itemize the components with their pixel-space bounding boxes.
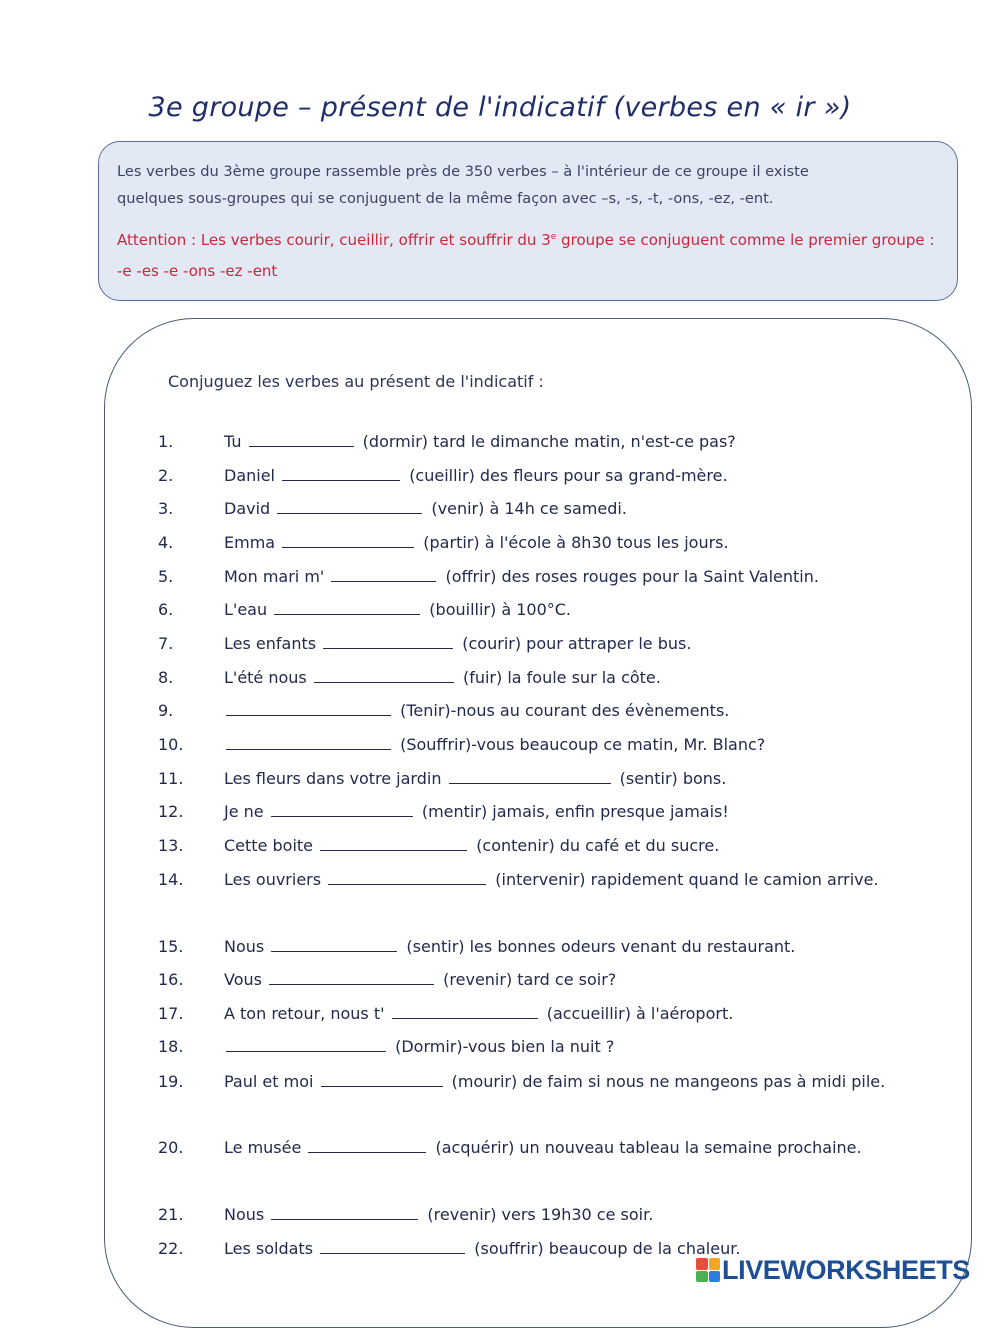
page-title: 3e groupe – présent de l'indicatif (verbes en « ir ») [148,92,852,123]
answer-blank[interactable] [271,933,397,952]
question-number: 12. [158,802,184,821]
answer-blank[interactable] [320,1235,465,1254]
exercise-instruction: Conjuguez les verbes au présent de l'indicatif : [168,372,544,391]
question-number: 20. [158,1138,184,1157]
answer-blank[interactable] [226,697,391,716]
question-text [224,762,914,796]
answer-blank[interactable] [271,798,413,817]
question-prefix: Vous [224,970,262,989]
question-prefix: Daniel [224,466,275,485]
answer-blank[interactable] [308,1134,426,1153]
question-text [224,930,914,964]
info-line-2: quelques sous-groupes qui se conjuguent de la même façon avec –s, -s, -t, -ons, -ez, -ent. [117,190,774,207]
question-text [224,728,914,762]
answer-blank[interactable] [277,495,422,514]
answer-blank[interactable] [274,596,420,615]
question-text [224,829,914,863]
question-prefix: Les soldats [224,1239,314,1258]
question-text [224,1030,914,1064]
question-text [224,795,914,829]
question-number: 14. [158,870,184,889]
question-prefix: Cette boite [224,836,313,855]
answer-blank[interactable] [392,1000,538,1019]
question-prefix: Les ouvriers [224,870,322,889]
question-suffix: (revenir) vers 19h30 ce soir. [427,1205,654,1224]
question-suffix: (venir) à 14h ce samedi. [431,499,627,518]
question-number: 10. [158,735,184,754]
question-text [224,997,914,1031]
question-text [224,1198,914,1232]
question-prefix: L'été nous [224,668,307,687]
question-text [224,863,914,897]
attention-sup: e [550,232,557,242]
question-number: 21. [158,1205,184,1224]
question-number: 8. [158,668,174,687]
question-prefix: Mon mari m' [224,567,325,586]
question-prefix: A ton retour, nous t' [224,1004,385,1023]
logo-text: LIVEWORKSHEETS [722,1254,970,1285]
question-text [224,963,914,997]
answer-blank[interactable] [449,765,611,784]
question-number: 13. [158,836,184,855]
question-number: 6. [158,600,174,619]
question-text [224,661,914,695]
question-number: 2. [158,466,174,485]
answer-blank[interactable] [249,428,354,447]
question-suffix: (mourir) de faim si nous ne mangeons pas à midi pile. [451,1072,886,1091]
answer-blank[interactable] [314,664,454,683]
question-prefix: Emma [224,533,276,552]
question-prefix: Nous [224,1205,265,1224]
answer-blank[interactable] [282,462,400,481]
question-suffix: (sentir) bons. [619,769,727,788]
question-number: 11. [158,769,184,788]
attention-pre: Attention : Les verbes courir, cueillir, offrir et souffrir du 3 [117,231,551,249]
question-text [224,1131,914,1165]
question-prefix: David [224,499,271,518]
question-prefix: Tu [224,432,242,451]
answer-blank[interactable] [271,1201,418,1220]
question-prefix: Les fleurs dans votre jardin [224,769,442,788]
attention-post: groupe se conjuguent comme le premier groupe : -e -es -e -ons -ez -ent [117,231,935,280]
question-suffix: (souffrir) beaucoup de la chaleur. [474,1239,741,1258]
question-number: 19. [158,1072,184,1091]
question-number: 3. [158,499,174,518]
answer-blank[interactable] [226,731,391,750]
question-number: 18. [158,1037,184,1056]
question-text [224,1065,914,1099]
question-suffix: (revenir) tard ce soir? [443,970,617,989]
answer-blank[interactable] [323,630,453,649]
question-suffix: (Tenir)-nous au courant des évènements. [400,701,730,720]
question-number: 5. [158,567,174,586]
question-suffix: (intervenir) rapidement quand le camion arrive. [495,870,879,889]
question-number: 7. [158,634,174,653]
question-prefix: Je ne [224,802,264,821]
logo-mark-icon [696,1258,720,1282]
question-suffix: (sentir) les bonnes odeurs venant du restaurant. [406,937,796,956]
info-line-1: Les verbes du 3ème groupe rassemble près de 350 verbes – à l'intérieur de ce groupe il existe [117,163,809,180]
question-text [224,492,914,526]
question-text [224,694,914,728]
question-number: 17. [158,1004,184,1023]
question-suffix: (partir) à l'école à 8h30 tous les jours. [423,533,729,552]
question-number: 9. [158,701,174,720]
question-text [224,526,914,560]
answer-blank[interactable] [321,1068,443,1087]
question-number: 4. [158,533,174,552]
logo-square [709,1271,721,1283]
question-text [224,425,914,459]
logo-square [696,1258,708,1270]
question-text [224,593,914,627]
answer-blank[interactable] [269,966,434,985]
question-prefix: Paul et moi [224,1072,314,1091]
logo-square [696,1271,708,1283]
question-text [224,459,914,493]
question-prefix: Nous [224,937,265,956]
question-suffix: (offrir) des roses rouges pour la Saint Valentin. [445,567,819,586]
liveworksheets-logo [696,1255,996,1285]
question-suffix: (courir) pour attraper le bus. [462,634,692,653]
question-suffix: (accueillir) à l'aéroport. [546,1004,734,1023]
question-suffix: (mentir) jamais, enfin presque jamais! [421,802,729,821]
question-suffix: (fuir) la foule sur la côte. [462,668,661,687]
question-suffix: (acquérir) un nouveau tableau la semaine prochaine. [435,1138,862,1157]
question-number: 22. [158,1239,184,1258]
question-text [224,627,914,661]
question-suffix: (Dormir)-vous bien la nuit ? [395,1037,615,1056]
question-number: 16. [158,970,184,989]
question-suffix: (Souffrir)-vous beaucoup ce matin, Mr. Blanc? [400,735,766,754]
question-text [224,560,914,594]
question-prefix: L'eau [224,600,268,619]
question-suffix: (bouillir) à 100°C. [429,600,571,619]
question-number: 15. [158,937,184,956]
question-prefix: Les enfants [224,634,317,653]
question-suffix: (cueillir) des fleurs pour sa grand-mère. [409,466,728,485]
answer-blank[interactable] [320,832,467,851]
answer-blank[interactable] [282,529,414,548]
answer-blank[interactable] [226,1033,386,1052]
answer-blank[interactable] [328,866,486,885]
question-suffix: (contenir) du café et du sucre. [476,836,720,855]
question-suffix: (dormir) tard le dimanche matin, n'est-ce pas? [362,432,736,451]
question-number: 1. [158,432,174,451]
logo-square [709,1258,721,1270]
answer-blank[interactable] [331,563,436,582]
question-prefix: Le musée [224,1138,302,1157]
